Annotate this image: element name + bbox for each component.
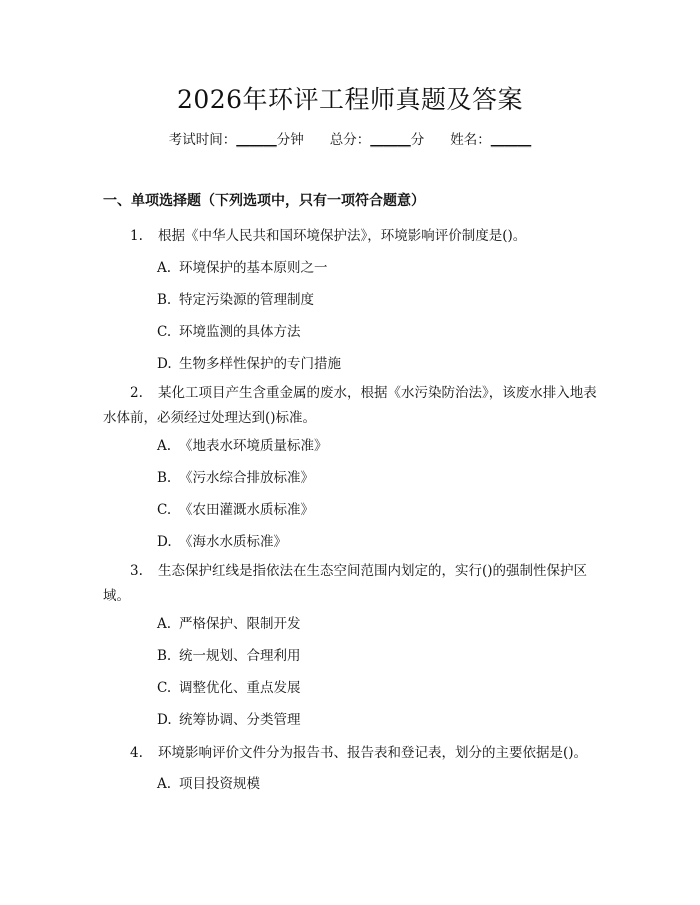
option-text: 《污水综合排放标准》 (179, 470, 314, 486)
option-letter: C. (157, 324, 172, 340)
name-blank: ______ (490, 132, 532, 148)
exam-time-unit: 分钟 (276, 132, 304, 148)
question-text: 某化工项目产生含重金属的废水，根据《水污染防治法》，该废水排入地表水体前，必须经过处理达到()标准。 (103, 385, 597, 426)
option-q1-c (157, 322, 301, 342)
question-text: 生态保护红线是指依法在生态空间范围内划定的，实行()的强制性保护区域。 (103, 563, 588, 604)
page-title: 2026年环评工程师真题及答案 (176, 85, 524, 114)
option-text: 环境监测的具体方法 (179, 324, 301, 340)
question-number: 4. (130, 745, 143, 761)
option-letter: A. (157, 616, 172, 632)
question-number: 2. (130, 385, 143, 401)
section-heading: 一、单项选择题（下列选项中，只有一项符合题意） (103, 193, 425, 209)
option-text: 《地表水环境质量标准》 (179, 438, 328, 454)
option-q3-d (157, 710, 301, 730)
option-text: 严格保护、限制开发 (179, 616, 301, 632)
question-3 (103, 559, 600, 609)
option-letter: D. (157, 712, 172, 728)
option-letter: A. (157, 438, 172, 454)
option-letter: D. (157, 534, 172, 550)
exam-time-field (169, 130, 304, 150)
exam-time-blank: ______ (236, 132, 277, 148)
name-field (450, 130, 531, 150)
total-score-field (330, 130, 425, 150)
option-letter: A. (157, 776, 172, 792)
option-text: 统一规划、合理利用 (179, 648, 301, 664)
question-1 (103, 224, 600, 249)
option-q1-a (157, 258, 328, 278)
option-text: 特定污染源的管理制度 (179, 292, 314, 308)
question-4 (103, 741, 600, 766)
option-text: 生物多样性保护的专门措施 (179, 356, 341, 372)
option-q2-a (157, 436, 328, 456)
option-letter: C. (157, 680, 172, 696)
total-score-label: 总分： (329, 132, 371, 148)
option-q2-d (157, 532, 287, 552)
option-letter: B. (157, 648, 172, 664)
option-q2-c (157, 500, 314, 520)
option-letter: B. (157, 292, 172, 308)
option-text: 统筹协调、分类管理 (179, 712, 301, 728)
option-q4-a (157, 774, 260, 794)
option-q3-c (157, 678, 301, 698)
option-q2-b (157, 468, 314, 488)
option-q1-b (157, 290, 314, 310)
exam-info-line (0, 130, 700, 150)
exam-time-label: 考试时间： (168, 132, 237, 148)
option-text: 项目投资规模 (179, 776, 260, 792)
question-number: 3. (130, 563, 143, 579)
option-q3-b (157, 646, 301, 666)
option-text: 调整优化、重点发展 (179, 680, 301, 696)
question-text: 环境影响评价文件分为报告书、报告表和登记表，划分的主要依据是()。 (158, 745, 588, 761)
name-label: 姓名： (450, 132, 491, 148)
question-number: 1. (130, 228, 143, 244)
question-2 (103, 381, 600, 431)
option-q1-d (157, 354, 341, 374)
option-letter: D. (157, 356, 172, 372)
total-score-unit: 分 (410, 132, 425, 148)
option-q3-a (157, 614, 301, 634)
option-text: 环境保护的基本原则之一 (179, 260, 328, 276)
option-text: 《海水水质标准》 (179, 534, 287, 550)
option-text: 《农田灌溉水质标准》 (179, 502, 314, 518)
total-score-blank: ______ (370, 132, 411, 148)
option-letter: C. (157, 502, 172, 518)
question-text: 根据《中华人民共和国环境保护法》，环境影响评价制度是()。 (158, 228, 527, 244)
option-letter: B. (157, 470, 172, 486)
option-letter: A. (157, 260, 172, 276)
